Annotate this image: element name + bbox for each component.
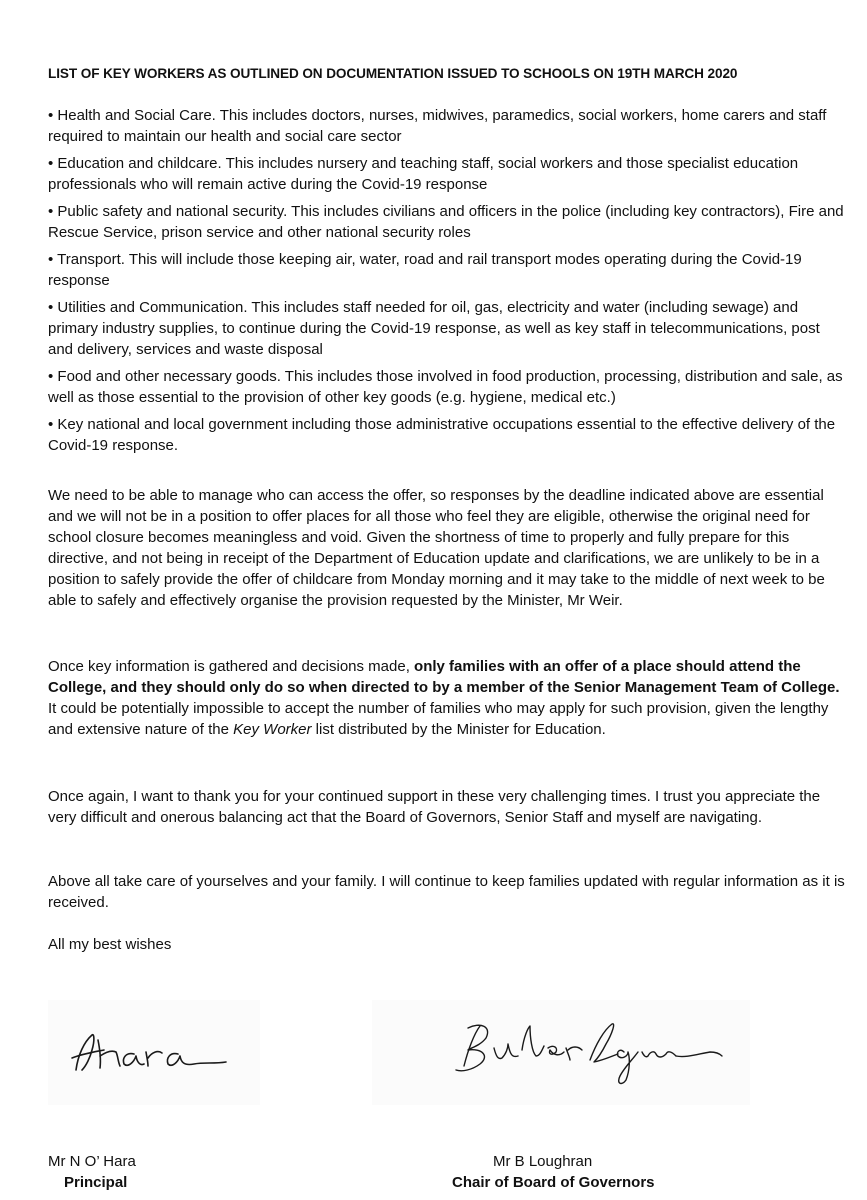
chair-role: Chair of Board of Governors — [452, 1174, 655, 1191]
list-item: • Transport. This will include those keeping air, water, road and rail transport modes operating during the Covid-19 response — [48, 251, 802, 289]
list-item: • Key national and local government including those administrative occupations essential to the effective delivery of the Covid-19 response. — [48, 416, 836, 454]
principal-signature-area — [48, 1000, 260, 1105]
paragraph-attendance — [48, 656, 848, 740]
chair-signature-area — [372, 1000, 750, 1105]
chair-name: Mr B Loughran — [493, 1153, 593, 1170]
paragraph-take-care: Above all take care of yourselves and your family. I will continue to keep families updated with regular information as it is received. — [48, 873, 845, 911]
principal-role: Principal — [64, 1174, 128, 1191]
list-item: • Health and Social Care. This includes doctors, nurses, midwives, paramedics, social workers, home carers and staff required to maintain our health and social care sector — [48, 107, 827, 145]
principal-name: Mr N O’ Hara — [48, 1153, 136, 1170]
paragraph-attendance-italic: Key Worker — [233, 721, 312, 738]
list-item: • Public safety and national security. This includes civilians and officers in the police (including key contractors), Fire and Rescue Service, prison service and other national security roles — [48, 203, 844, 241]
principal-signature — [48, 1000, 260, 1105]
closing-line: All my best wishes — [48, 936, 172, 953]
list-item: • Utilities and Communication. This includes staff needed for oil, gas, electricity and water (including sewage) and primary industry supplies, to continue during the Covid-19 response, as well as key staff in telecommunications, post and delivery, services and waste disposal — [48, 299, 820, 358]
list-item: • Education and childcare. This includes nursery and teaching staff, social workers and those specialist education professionals who will remain active during the Covid-19 response — [48, 155, 799, 193]
paragraph-attendance-middle: It could be potentially impossible to accept the number of families who may apply for such provision, given the lengthy and extensive nature of the — [48, 700, 829, 738]
paragraph-attendance-intro: Once key information is gathered and decisions made, — [48, 658, 415, 675]
chair-signature — [372, 1000, 750, 1105]
paragraph-thanks: Once again, I want to thank you for your continued support in these very challenging times. I trust you appreciate the very difficult and onerous balancing act that the Board of Governors, Senior Staff and myself are navigating. — [48, 788, 821, 826]
paragraph-offer-access: We need to be able to manage who can access the offer, so responses by the deadline indicated above are essential and we will not be in a position to offer places for all those who feel they are eligible, otherwise the original need for school closure becomes meaningless and void. Given the shortness of time to properly and fully prepare for this directive, and not being in receipt of the Department of Education update and clarifications, we are unlikely to be in a position to safely provide the offer of childcare from Monday morning and it may take to the middle of next week to be able to safely and effectively organise the provision requested by the Minister, Mr Weir. — [48, 487, 825, 609]
list-item: • Food and other necessary goods. This includes those involved in food production, processing, distribution and sale, as well as those essential to the provision of other key goods (e.g. hygiene, medical etc.) — [48, 368, 843, 406]
paragraph-attendance-end: list distributed by the Minister for Education. — [311, 721, 606, 738]
paragraph-attendance-bold: only families with an offer of a place should attend the College, and they should only do so when directed to by a member of the Senior Management Team of College. — [48, 658, 840, 696]
document-heading: LIST OF KEY WORKERS AS OUTLINED ON DOCUMENTATION ISSUED TO SCHOOLS ON 19TH MARCH 2020 — [48, 66, 738, 81]
key-worker-list — [48, 105, 848, 462]
